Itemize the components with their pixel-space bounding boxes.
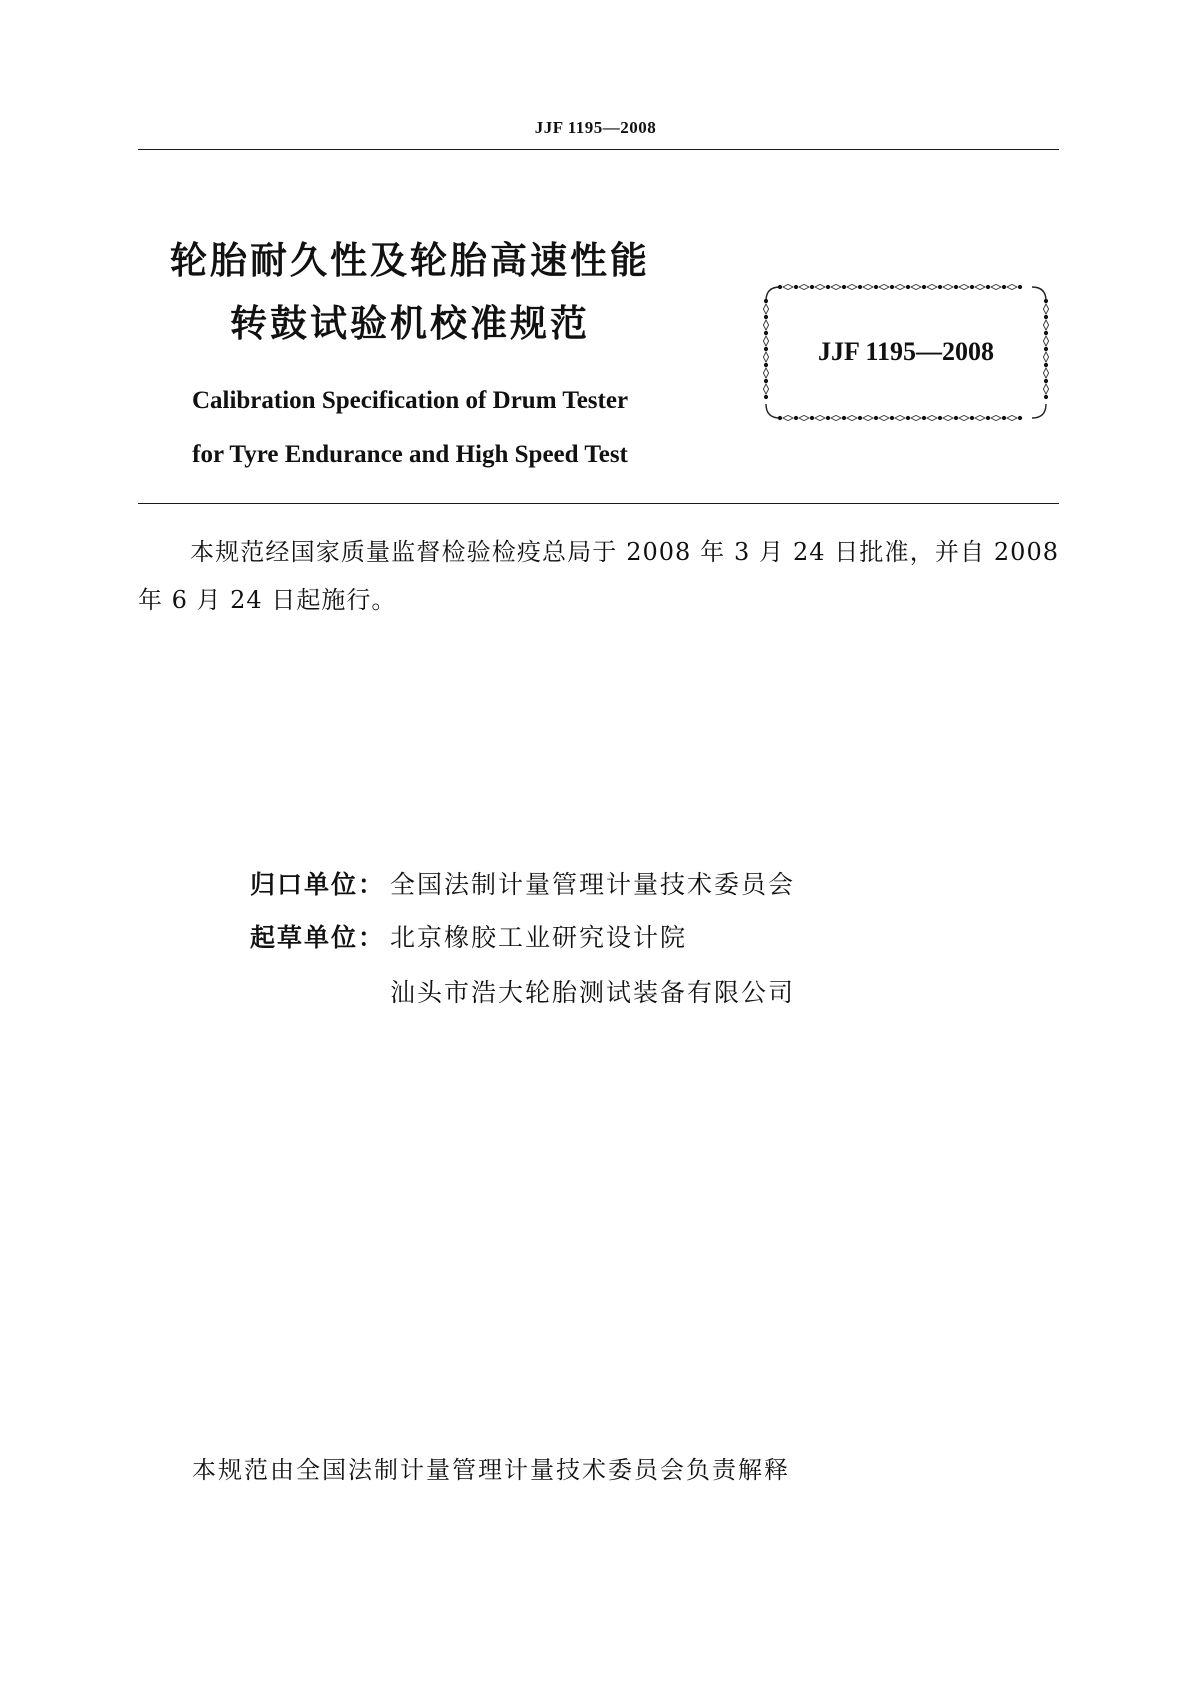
border-dot bbox=[970, 416, 974, 420]
border-diamond bbox=[879, 284, 889, 289]
border-diamond bbox=[815, 415, 825, 420]
border-dot bbox=[858, 285, 862, 289]
title-chinese-line-1: 轮胎耐久性及轮胎高速性能 bbox=[170, 239, 650, 282]
title-english-line-2: for Tyre Endurance and High Speed Test bbox=[192, 441, 628, 468]
border-diamond bbox=[959, 284, 969, 289]
border-diamond bbox=[991, 415, 1001, 420]
border-dot bbox=[810, 416, 814, 420]
border-dot bbox=[826, 416, 830, 420]
border-diamond bbox=[799, 284, 809, 289]
border-diamond bbox=[763, 320, 768, 330]
border-dot bbox=[1044, 331, 1048, 335]
border-diamond bbox=[847, 415, 857, 420]
border-dot bbox=[810, 285, 814, 289]
border-diamond bbox=[783, 284, 793, 289]
border-dot bbox=[778, 416, 782, 420]
border-diamond bbox=[847, 284, 857, 289]
title-chinese-line-2: 转鼓试验机校准规范 bbox=[230, 302, 590, 345]
approval-statement: 本规范经国家质量监督检验检疫总局于 2008 年 3 月 24 日批准，并自 2008 年 6 月 24 日起施行。 bbox=[138, 538, 1059, 614]
border-diamond bbox=[1043, 320, 1048, 330]
border-dot bbox=[1002, 416, 1006, 420]
border-dot bbox=[858, 416, 862, 420]
border-dot bbox=[1044, 379, 1048, 383]
border-diamond bbox=[879, 415, 889, 420]
drafting-unit-label: 起草单位： bbox=[250, 923, 386, 952]
responsible-unit-label: 归口单位： bbox=[250, 870, 386, 899]
border-dot bbox=[794, 285, 798, 289]
border-dot bbox=[1044, 299, 1048, 303]
border-dot bbox=[1018, 285, 1022, 289]
interpretation-note: 本规范由全国法制计量管理计量技术委员会负责解释 bbox=[192, 1456, 790, 1484]
border-diamond bbox=[895, 415, 905, 420]
border-diamond bbox=[763, 368, 768, 378]
border-diamond bbox=[783, 415, 793, 420]
border-diamond bbox=[1007, 415, 1017, 420]
border-diamond bbox=[927, 415, 937, 420]
border-diamond bbox=[975, 415, 985, 420]
border-diamond bbox=[911, 284, 921, 289]
border-dot bbox=[922, 416, 926, 420]
drafting-unit-row-2 bbox=[390, 980, 795, 1005]
border-diamond bbox=[1043, 368, 1048, 378]
border-dot bbox=[906, 416, 910, 420]
border-diamond bbox=[991, 284, 1001, 289]
border-diamond bbox=[943, 415, 953, 420]
border-dot bbox=[938, 285, 942, 289]
border-corner bbox=[1032, 404, 1046, 418]
border-diamond bbox=[959, 415, 969, 420]
border-dot bbox=[874, 285, 878, 289]
border-dot bbox=[986, 416, 990, 420]
title-english-line-1: Calibration Specification of Drum Tester bbox=[191, 387, 629, 414]
border-dot bbox=[938, 416, 942, 420]
border-dot bbox=[1018, 416, 1022, 420]
border-dot bbox=[986, 285, 990, 289]
border-corner bbox=[766, 287, 780, 301]
border-dot bbox=[970, 285, 974, 289]
border-dot bbox=[764, 379, 768, 383]
border-diamond bbox=[799, 415, 809, 420]
border-dot bbox=[922, 285, 926, 289]
border-dot bbox=[764, 299, 768, 303]
border-diamond bbox=[831, 284, 841, 289]
border-diamond bbox=[831, 415, 841, 420]
border-dot bbox=[906, 285, 910, 289]
border-diamond bbox=[1007, 284, 1017, 289]
specification-code: JJF 1195—2008 bbox=[818, 337, 994, 366]
border-corner bbox=[766, 404, 780, 418]
section-rule bbox=[138, 503, 1059, 504]
border-dot bbox=[794, 416, 798, 420]
border-diamond bbox=[1043, 384, 1048, 394]
border-dot bbox=[842, 285, 846, 289]
running-header-code: JJF 1195—2008 bbox=[534, 118, 657, 137]
border-dot bbox=[890, 416, 894, 420]
border-diamond bbox=[763, 304, 768, 314]
border-diamond bbox=[763, 384, 768, 394]
border-dot bbox=[826, 285, 830, 289]
border-diamond bbox=[1043, 304, 1048, 314]
border-dot bbox=[874, 416, 878, 420]
border-diamond bbox=[863, 284, 873, 289]
border-dot bbox=[1002, 285, 1006, 289]
border-diamond bbox=[975, 284, 985, 289]
border-diamond bbox=[815, 284, 825, 289]
border-dot bbox=[778, 285, 782, 289]
border-dot bbox=[954, 416, 958, 420]
border-diamond bbox=[927, 284, 937, 289]
border-diamond bbox=[943, 284, 953, 289]
border-dot bbox=[890, 285, 894, 289]
border-dot bbox=[954, 285, 958, 289]
border-dot bbox=[1044, 315, 1048, 319]
border-diamond bbox=[911, 415, 921, 420]
responsible-unit-row bbox=[250, 872, 795, 897]
header-rule bbox=[138, 149, 1059, 150]
specification-code-box bbox=[760, 281, 1052, 424]
drafting-unit-value-2: 汕头市浩大轮胎测试装备有限公司 bbox=[390, 978, 796, 1007]
drafting-unit-row bbox=[250, 925, 687, 950]
border-dot bbox=[764, 395, 768, 399]
border-dot bbox=[842, 416, 846, 420]
responsible-unit-value: 全国法制计量管理计量技术委员会 bbox=[390, 870, 796, 899]
border-diamond bbox=[863, 415, 873, 420]
drafting-unit-value-1: 北京橡胶工业研究设计院 bbox=[390, 923, 688, 952]
border-dot bbox=[1044, 395, 1048, 399]
border-dot bbox=[764, 331, 768, 335]
border-diamond bbox=[895, 284, 905, 289]
border-corner bbox=[1032, 287, 1046, 301]
border-dot bbox=[764, 315, 768, 319]
